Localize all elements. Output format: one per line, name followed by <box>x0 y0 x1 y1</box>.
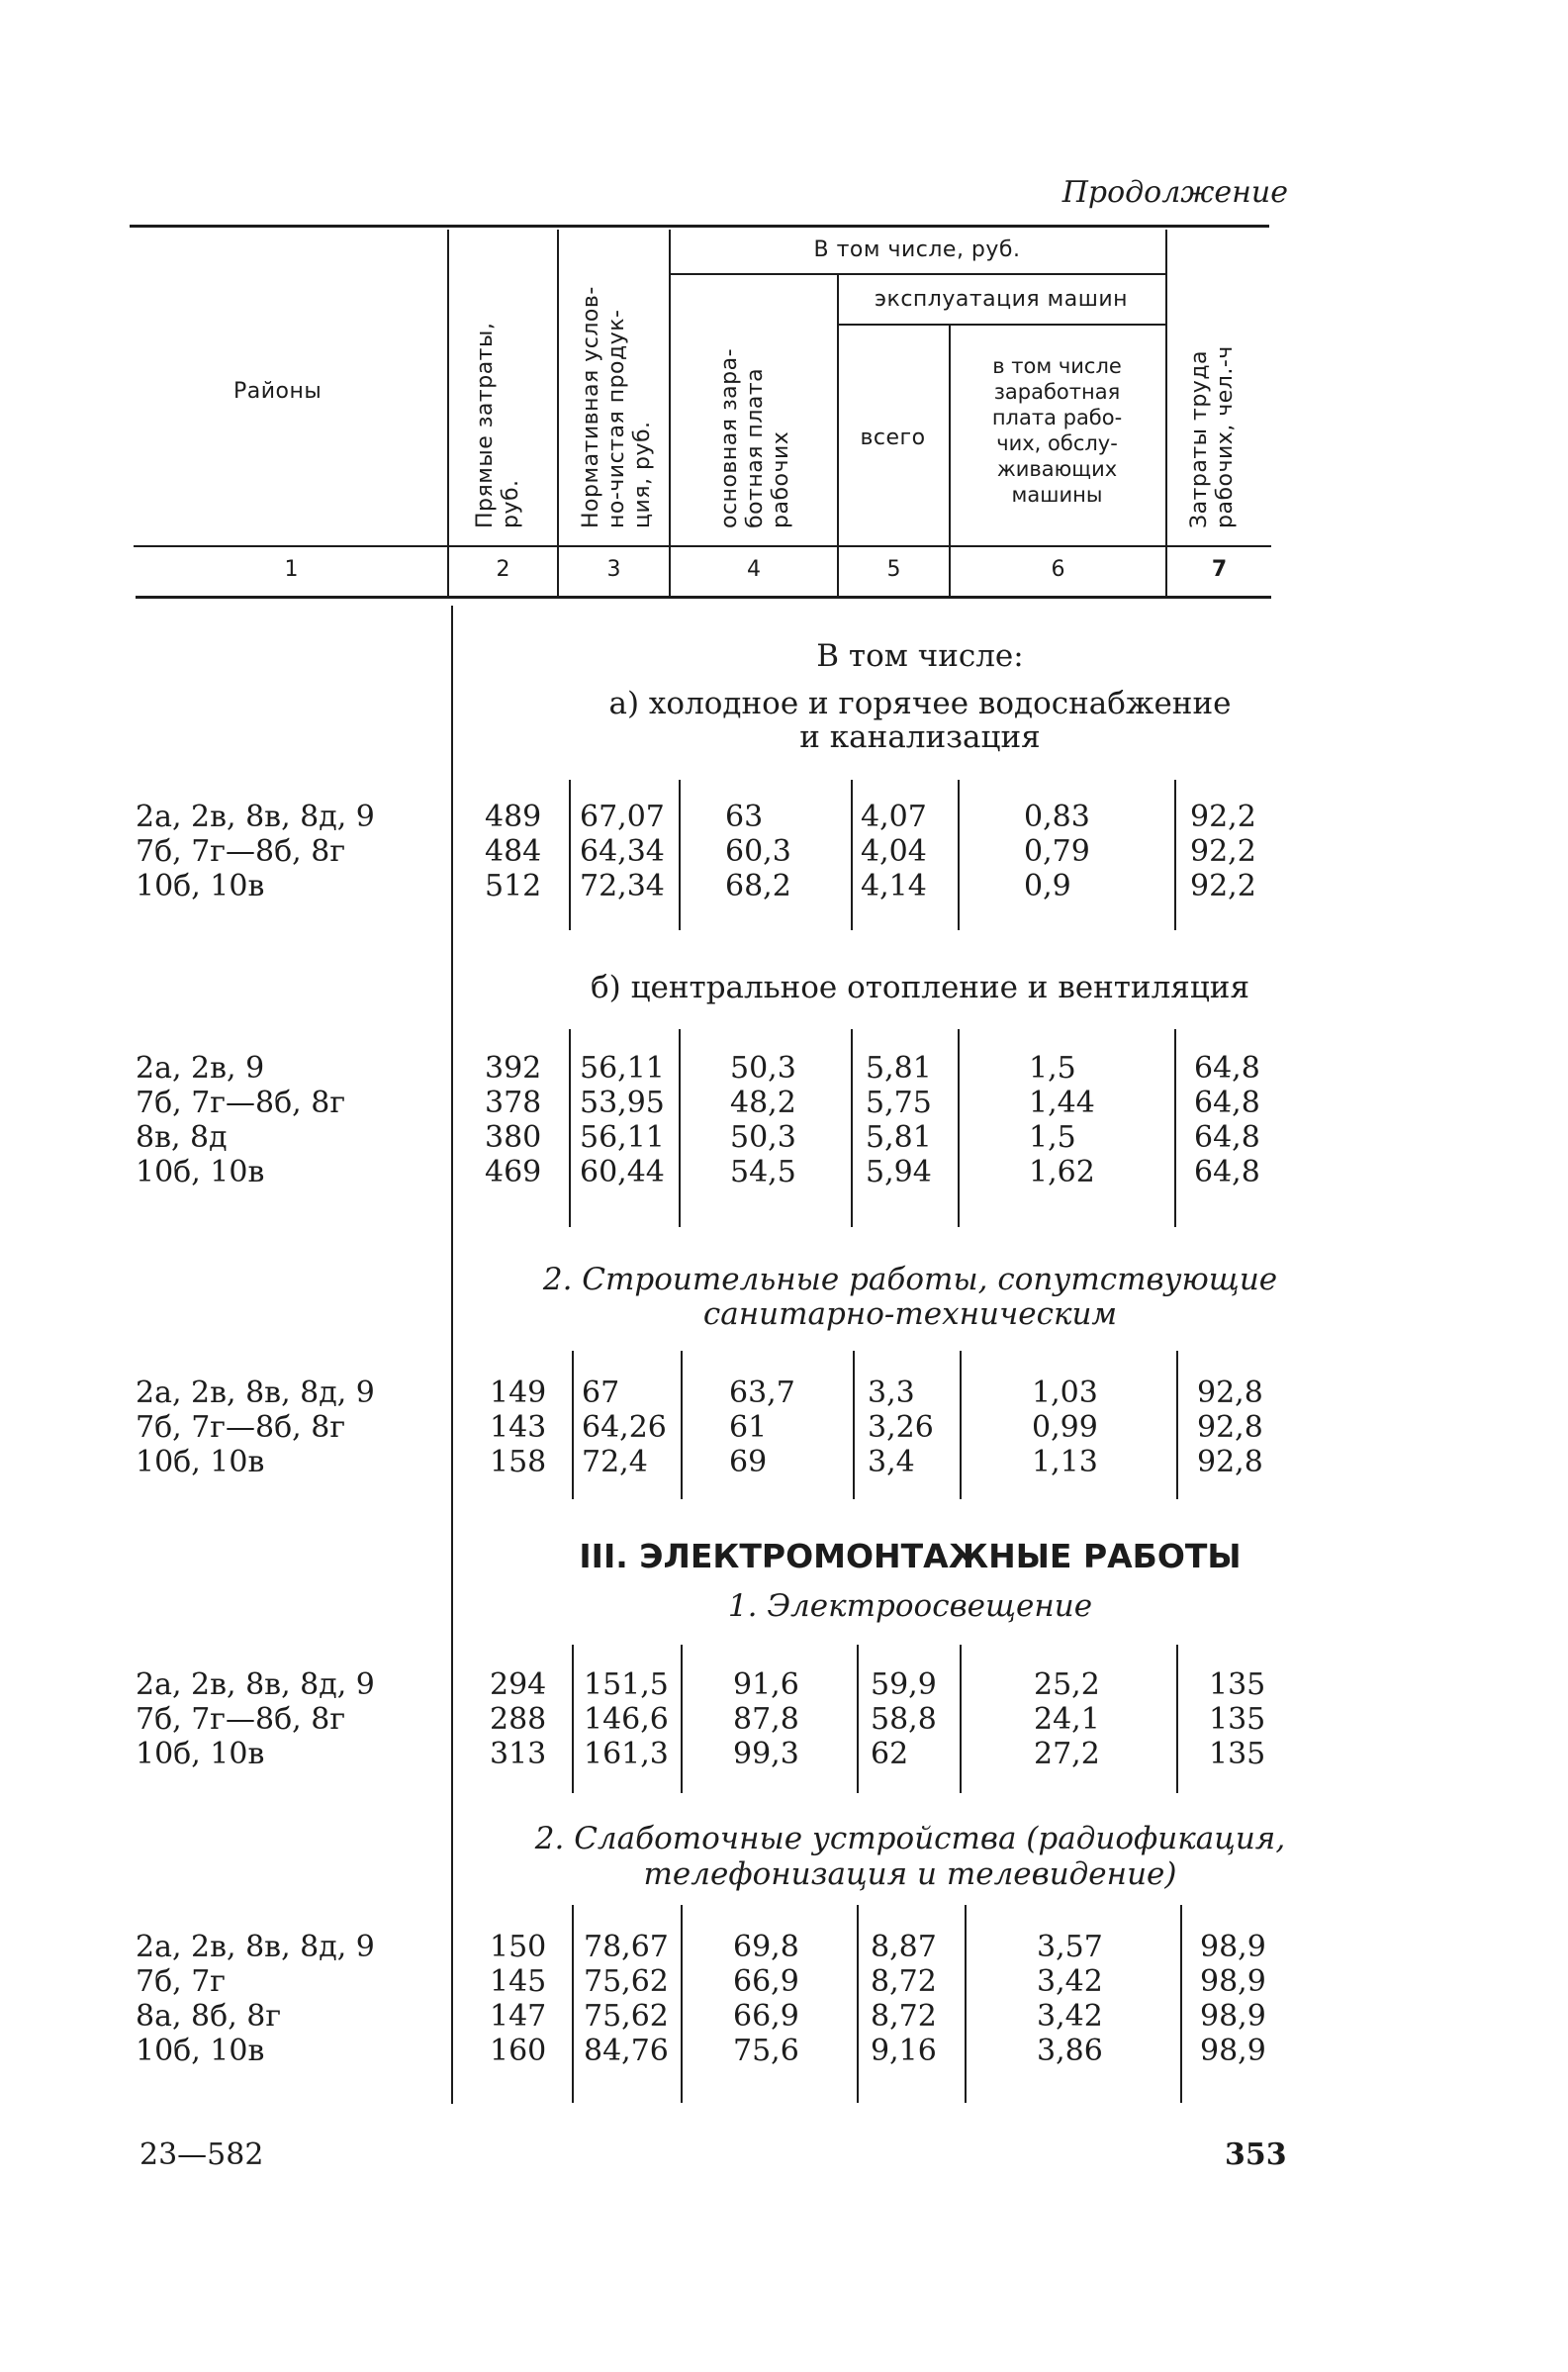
cell-divider <box>1174 1029 1176 1227</box>
col4-values: 63 60,3 68,2 <box>725 800 791 903</box>
data-block <box>136 800 375 903</box>
col6-values: 25,2 24,1 27,2 <box>1034 1667 1100 1771</box>
data-block <box>136 1376 375 1479</box>
col6-values: 1,03 0,99 1,13 <box>1032 1376 1098 1479</box>
cell-divider <box>572 1905 574 2103</box>
cell-divider <box>681 1905 683 2103</box>
region-cell: 2а, 2в, 8в, 8д, 9 <box>136 1930 375 1964</box>
col2-values: 150 145 147 160 <box>490 1930 547 2068</box>
cell-divider <box>851 780 853 930</box>
cell-divider <box>1176 1645 1178 1793</box>
header-normative-cost: Нормативная услов- но-чистая продук- ция, руб. <box>579 286 655 528</box>
cell-divider <box>569 1029 571 1227</box>
including-rule <box>669 273 1165 275</box>
cell-divider <box>572 1645 574 1793</box>
region-cell: 8в, 8д <box>136 1120 228 1155</box>
col7-values: 98,9 98,9 98,9 98,9 <box>1200 1930 1266 2068</box>
col2-values: 294 288 313 <box>490 1667 547 1771</box>
section-subtitle: В том числе: <box>816 638 1024 674</box>
region-cell: 7б, 7г—8б, 8г <box>136 1702 346 1737</box>
col7-values: 64,8 64,8 64,8 64,8 <box>1194 1051 1260 1189</box>
cell-divider <box>857 1645 859 1793</box>
cell-divider <box>679 780 681 930</box>
page-number: 353 <box>1225 2137 1287 2172</box>
col4-values: 69,8 66,9 66,9 75,6 <box>733 1930 799 2068</box>
region-cell: 10б, 10в <box>136 869 265 903</box>
header-machine-wage: в том числе заработная плата рабо- чих, обслу- живающих машины <box>991 354 1123 507</box>
col5-values: 59,9 58,8 62 <box>871 1667 937 1771</box>
col7-values: 135 135 135 <box>1209 1667 1266 1771</box>
data-block <box>136 1051 345 1189</box>
header-divider <box>1165 230 1167 598</box>
header-including: В том числе, руб. <box>813 237 1021 262</box>
col3-values: 78,67 75,62 75,62 84,76 <box>584 1930 669 2068</box>
header-total: всего <box>860 426 926 450</box>
col5-values: 5,81 5,75 5,81 5,94 <box>866 1051 932 1189</box>
header-top-rule <box>130 225 1269 228</box>
col7-values: 92,2 92,2 92,2 <box>1190 800 1256 903</box>
region-cell: 10б, 10в <box>136 1445 265 1479</box>
column-number: 4 <box>747 557 761 582</box>
cell-divider <box>853 1351 855 1499</box>
cell-divider <box>679 1029 681 1227</box>
col2-values: 392 378 380 469 <box>485 1051 542 1189</box>
region-cell: 7б, 7г—8б, 8г <box>136 834 346 869</box>
column-number: 2 <box>496 557 510 582</box>
data-block <box>136 1667 375 1771</box>
col6-values: 1,5 1,44 1,5 1,62 <box>1029 1051 1095 1189</box>
col7-values: 92,8 92,8 92,8 <box>1197 1376 1263 1479</box>
region-cell: 8а, 8б, 8г <box>136 1999 282 2034</box>
header-regions: Районы <box>233 379 323 404</box>
col6-values: 0,83 0,79 0,9 <box>1024 800 1090 903</box>
machines-rule <box>837 324 1165 326</box>
cell-divider <box>1174 780 1176 930</box>
col3-values: 67,07 64,34 72,34 <box>580 800 665 903</box>
column-number: 5 <box>886 557 901 582</box>
col2-values: 489 484 512 <box>485 800 542 903</box>
region-cell: 10б, 10в <box>136 2034 265 2068</box>
regions-divider <box>451 606 453 2104</box>
region-cell: 2а, 2в, 9 <box>136 1051 265 1086</box>
column-number: 6 <box>1051 557 1065 582</box>
cell-divider <box>851 1029 853 1227</box>
header-direct-costs: Прямые затраты, руб. <box>473 322 523 528</box>
header-bottom-rule <box>134 545 1271 547</box>
header-labor: Затраты труда рабочих, чел.-ч <box>1187 345 1238 528</box>
column-number: 1 <box>284 557 299 582</box>
col3-values: 151,5 146,6 161,3 <box>584 1667 669 1771</box>
col6-values: 3,57 3,42 3,42 3,86 <box>1037 1930 1103 2068</box>
section-title: а) холодное и горячее водоснабжение <box>608 686 1232 721</box>
region-cell: 10б, 10в <box>136 1737 265 1771</box>
cell-divider <box>958 780 960 930</box>
header-divider <box>447 230 449 598</box>
header-machine-operation: эксплуатация машин <box>874 287 1129 312</box>
col4-values: 63,7 61 69 <box>729 1376 795 1479</box>
column-number: 3 <box>606 557 621 582</box>
section-title: и канализация <box>799 719 1041 755</box>
cell-divider <box>572 1351 574 1499</box>
cell-divider <box>857 1905 859 2103</box>
cell-divider <box>1180 1905 1182 2103</box>
cell-divider <box>965 1905 967 2103</box>
signature-mark: 23—582 <box>139 2137 264 2172</box>
section-title: санитарно-техническим <box>702 1296 1118 1332</box>
region-cell: 2а, 2в, 8в, 8д, 9 <box>136 1667 375 1702</box>
region-cell: 10б, 10в <box>136 1155 265 1189</box>
col4-values: 50,3 48,2 50,3 54,5 <box>730 1051 796 1189</box>
col5-values: 8,87 8,72 8,72 9,16 <box>871 1930 937 2068</box>
header-base-wage: основная зара- ботная плата рабочих <box>717 347 793 528</box>
col3-values: 56,11 53,95 56,11 60,44 <box>580 1051 665 1189</box>
col2-values: 149 143 158 <box>490 1376 547 1479</box>
col5-values: 3,3 3,26 3,4 <box>868 1376 934 1479</box>
region-cell: 7б, 7г <box>136 1964 227 1999</box>
section-title: б) центральное отопление и вентиляция <box>590 970 1249 1005</box>
cell-divider <box>681 1645 683 1793</box>
section-title: телефонизация и телевидение) <box>643 1856 1177 1892</box>
section-title: 2. Слаботочные устройства (радиофикация, <box>534 1821 1286 1856</box>
column-numbers-rule <box>136 596 1271 599</box>
header-divider <box>669 230 671 598</box>
col3-values: 67 64,26 72,4 <box>582 1376 667 1479</box>
region-cell: 2а, 2в, 8в, 8д, 9 <box>136 1376 375 1410</box>
cell-divider <box>960 1351 962 1499</box>
column-number: 7 <box>1211 557 1228 582</box>
cell-divider <box>958 1029 960 1227</box>
section-title: 1. Электроосвещение <box>727 1588 1093 1624</box>
continuation-label: Продолжение <box>1061 175 1288 210</box>
cell-divider <box>1176 1351 1178 1499</box>
col4-values: 91,6 87,8 99,3 <box>733 1667 799 1771</box>
col5-values: 4,07 4,04 4,14 <box>861 800 927 903</box>
region-cell: 7б, 7г—8б, 8г <box>136 1410 346 1445</box>
chapter-heading: III. ЭЛЕКТРОМОНТАЖНЫЕ РАБОТЫ <box>579 1537 1242 1575</box>
cell-divider <box>681 1351 683 1499</box>
region-cell: 7б, 7г—8б, 8г <box>136 1086 346 1120</box>
region-cell: 2а, 2в, 8в, 8д, 9 <box>136 800 375 834</box>
cell-divider <box>569 780 571 930</box>
data-block <box>136 1930 375 2068</box>
section-title: 2. Строительные работы, сопутствующие <box>542 1262 1278 1297</box>
header-divider <box>557 230 559 598</box>
cell-divider <box>960 1645 962 1793</box>
